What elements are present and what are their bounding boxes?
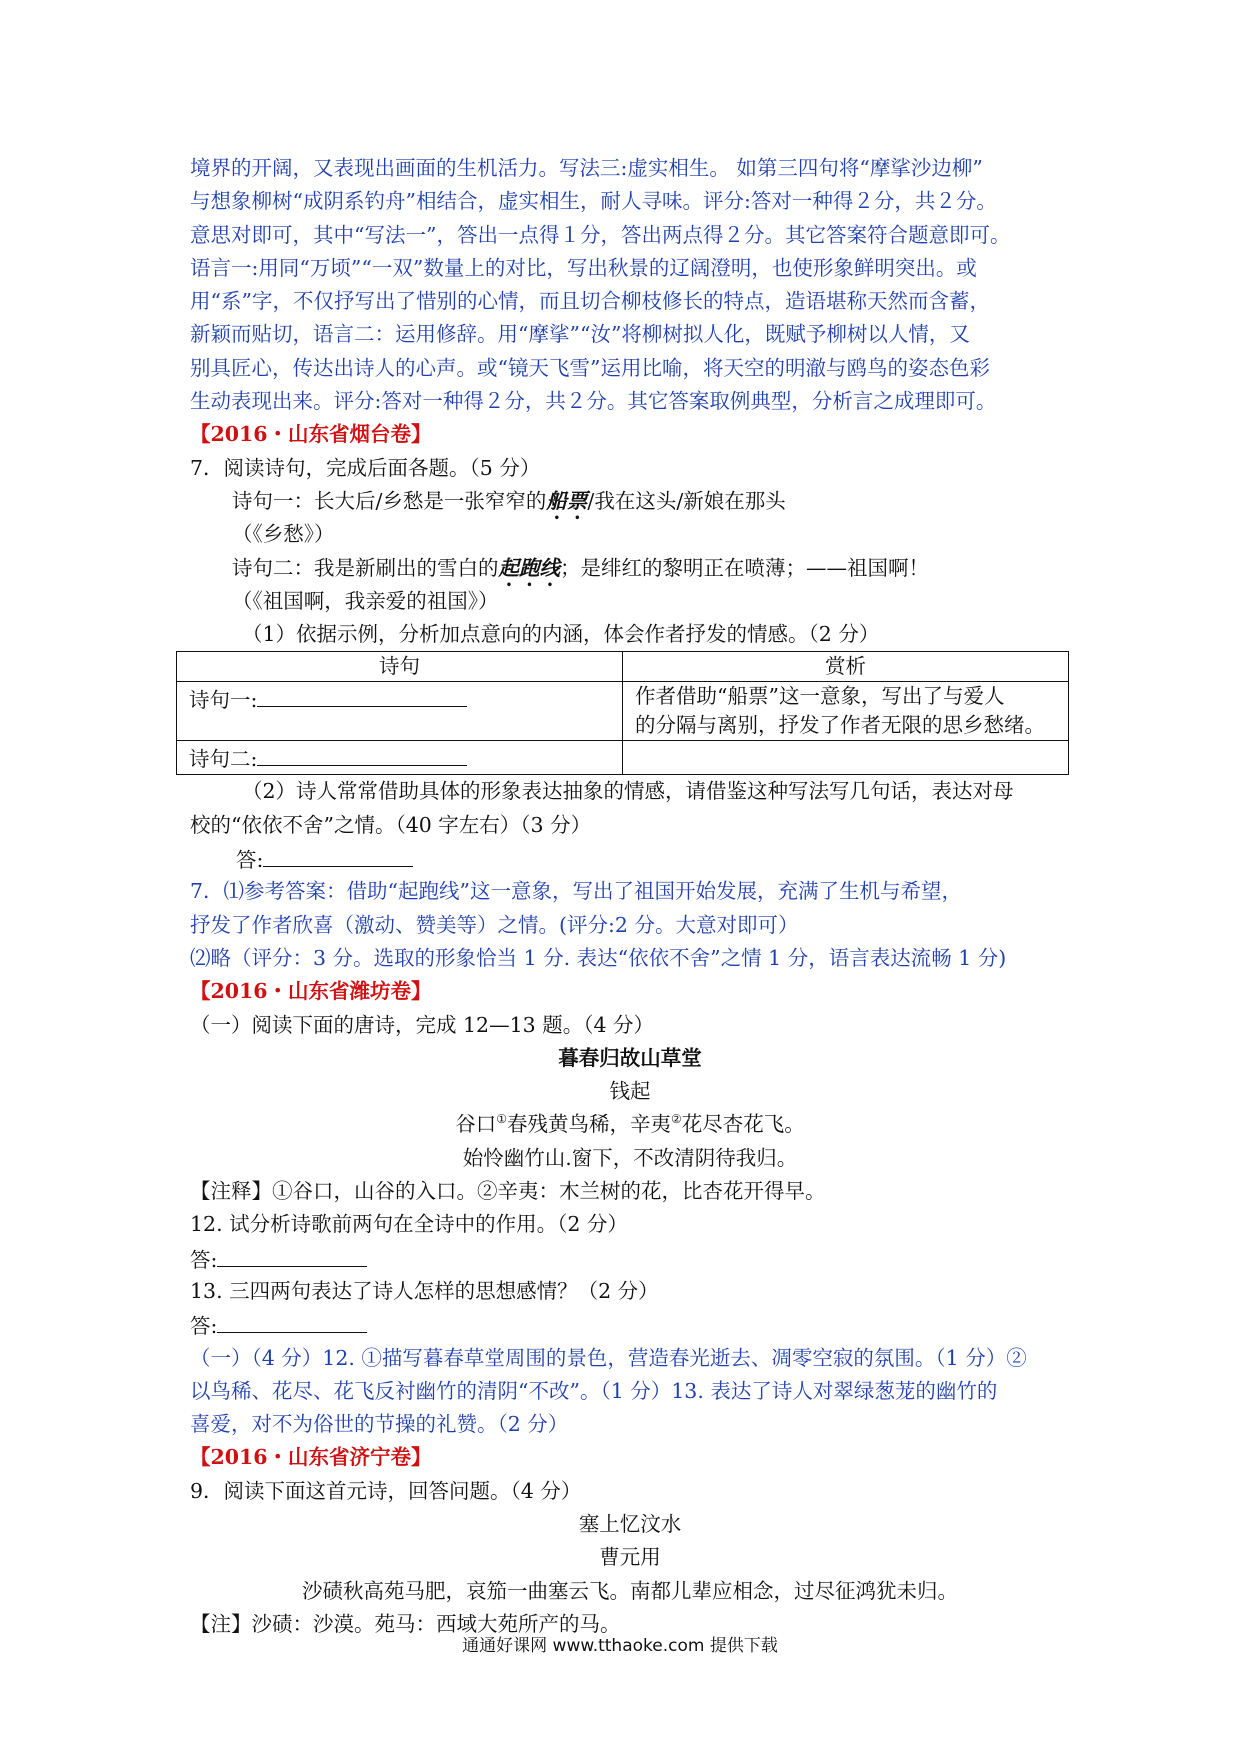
poem-text: 诗句二：我是新刷出的雪白的 xyxy=(232,555,499,580)
poem-note: 【注释】①谷口，山谷的入口。②辛夷：木兰树的花，比杏花开得早。 xyxy=(190,1179,826,1204)
answer-line: 7．⑴参考答案：借助“起跑线”这一意象，写出了祖国开始发展，充满了生机与希望， xyxy=(190,879,963,904)
answer-line: ⑵略（评分：3 分。选取的形象恰当 1 分. 表达“依依不舍”之情 1 分，语言表达流畅 1 分) xyxy=(190,945,1007,970)
answer-line: 用“系”字，不仅抒写出了惜别的心情，而且切合柳枝修长的特点，造语堪称天然而含蓄， xyxy=(190,289,990,314)
poem-text: 春残黄鸟稀，辛夷 xyxy=(507,1112,671,1137)
answer-blank[interactable] xyxy=(257,741,467,766)
analysis-text: 的分隔与离别，抒发了作者无限的思乡愁绪。 xyxy=(635,713,1045,738)
table-row-2-label xyxy=(177,741,623,775)
poem-source-2: （《祖国啊，我亲爱的祖国》） xyxy=(232,588,499,613)
page-footer: 通通好课网 www.tthaoke.com 提供下载 xyxy=(462,1636,778,1656)
footnote-marker: ② xyxy=(671,1112,682,1127)
answer-line: 与想象柳树“成阴系钓舟”相结合，虚实相生，耐人寻味。评分:答对一种得２分，共２分。 xyxy=(190,189,997,214)
footnote-marker: ① xyxy=(496,1112,507,1127)
poem-line-2 xyxy=(190,552,1070,585)
poem-source-1: （《乡愁》） xyxy=(232,522,335,547)
row-label: 诗句二: xyxy=(189,747,258,772)
subquestion-2: （2）诗人常常借助具体的形象表达抽象的情感，请借鉴这种写法写几句话，表达对母 xyxy=(242,779,1014,804)
poem-text: 谷口 xyxy=(455,1112,497,1137)
subquestion-1: （1）依据示例，分析加点意向的内涵，体会作者抒发的情感。（2 分） xyxy=(242,622,880,647)
answer-line: （一）（4 分）12. ①描写暮春草堂周围的景色，营造春光逝去、凋零空寂的氛围。（1 分）② xyxy=(190,1345,1027,1370)
table-row-1-label xyxy=(177,682,623,741)
poem-author: 曹元用 xyxy=(599,1545,661,1570)
emphasized-word: 起跑线 xyxy=(498,555,560,580)
answer-blank[interactable] xyxy=(257,682,467,707)
answer-line: 以鸟稀、花尽、花飞反衬幽竹的清阴“不改”。（1 分）13. 表达了诗人对翠绿葱茏的幽竹的 xyxy=(190,1378,998,1403)
poem-text: 花尽杏花飞。 xyxy=(681,1112,805,1137)
poem-author: 钱起 xyxy=(609,1079,651,1104)
section-header-weifang: 【2016・山东省潍坊卷】 xyxy=(190,979,432,1004)
answer-blank[interactable] xyxy=(217,1308,367,1333)
answer-blank[interactable] xyxy=(263,842,413,867)
answer-line: 新颖而贴切，语言二：运用修辞。用“摩挲”“汝”将柳树拟人化，既赋予柳树以人情，又 xyxy=(190,322,970,347)
answer-row xyxy=(190,1242,1070,1275)
document-page xyxy=(190,152,1070,1641)
answer-line: 语言一:用同“万顷”“一双”数量上的对比，写出秋景的辽阔澄明，也使形象鲜明突出。或 xyxy=(190,255,977,280)
section-header-yantai: 【2016・山东省烟台卷】 xyxy=(190,422,432,447)
analysis-text: 作者借助“船票”这一意象，写出了与爱人 xyxy=(635,684,1005,709)
poem-title: 暮春归故山草堂 xyxy=(558,1045,702,1070)
section-intro: （一）阅读下面的唐诗，完成 12—13 题。（4 分） xyxy=(190,1012,655,1037)
question-7: 7．阅读诗句，完成后面各题。（5 分） xyxy=(190,455,541,480)
emphasized-word: 船票 xyxy=(546,488,588,513)
analysis-table xyxy=(176,651,1069,775)
section-header-jining: 【2016・山东省济宁卷】 xyxy=(190,1445,432,1470)
table-row-2-analysis[interactable] xyxy=(623,741,1069,775)
poem-line xyxy=(190,1108,1070,1141)
poem-line: 沙碛秋高苑马肥，哀笳一曲塞云飞。南都儿辈应相念，过尽征鸿犹未归。 xyxy=(302,1578,958,1603)
poem-text: ；是绯红的黎明正在喷薄；——祖国啊！ xyxy=(560,555,929,580)
answer-blank[interactable] xyxy=(217,1242,367,1267)
answer-line: 意思对即可，其中“写法一”，答出一点得１分，答出两点得２分。其它答案符合题意即可。 xyxy=(190,222,1011,247)
answer-label: 答: xyxy=(190,1314,218,1339)
answer-label: 答: xyxy=(190,1247,218,1272)
table-row-1-analysis xyxy=(623,682,1069,741)
answer-line: 喜爱，对不为俗世的节操的礼赞。（2 分） xyxy=(190,1412,569,1437)
poem-text: 诗句一：长大后/乡愁是一张窄窄的 xyxy=(232,488,547,513)
answer-line: 抒发了作者欣喜（激动、赞美等）之情。(评分:2 分。大意对即可） xyxy=(190,912,799,937)
poem-text: /我在这头/新娘在那头 xyxy=(587,488,786,513)
poem-note: 【注】沙碛：沙漠。苑马：西域大苑所产的马。 xyxy=(190,1611,621,1636)
answer-row xyxy=(190,842,1070,875)
answer-label: 答: xyxy=(236,848,264,873)
answer-line: 生动表现出来。评分:答对一种得２分，共２分。其它答案取例典型，分析言之成理即可。 xyxy=(190,389,997,414)
question-9: 9．阅读下面这首元诗，回答问题。（4 分） xyxy=(190,1478,582,1503)
answer-row xyxy=(190,1308,1070,1341)
poem-line-1 xyxy=(190,485,1070,518)
poem-line: 始怜幽竹山.窗下，不改清阴待我归。 xyxy=(462,1145,798,1170)
row-label: 诗句一: xyxy=(189,688,258,713)
table-header-analysis: 赏析 xyxy=(623,652,1069,682)
answer-line: 境界的开阔，又表现出画面的生机活力。写法三:虚实相生。 如第三四句将“摩挲沙边柳” xyxy=(190,156,983,180)
question-13: 13. 三四两句表达了诗人怎样的思想感情？（2 分） xyxy=(190,1278,659,1303)
subquestion-2-cont: 校的“依依不舍”之情。（40 字左右）（3 分） xyxy=(190,812,592,837)
answer-line: 别具匠心，传达出诗人的心声。或“镜天飞雪”运用比喻，将天空的明澈与鸥鸟的姿态色彩 xyxy=(190,355,990,380)
poem-title: 塞上忆汶水 xyxy=(578,1511,682,1536)
table-header-poem: 诗句 xyxy=(177,652,623,682)
question-12: 12. 试分析诗歌前两句在全诗中的作用。（2 分） xyxy=(190,1212,628,1237)
